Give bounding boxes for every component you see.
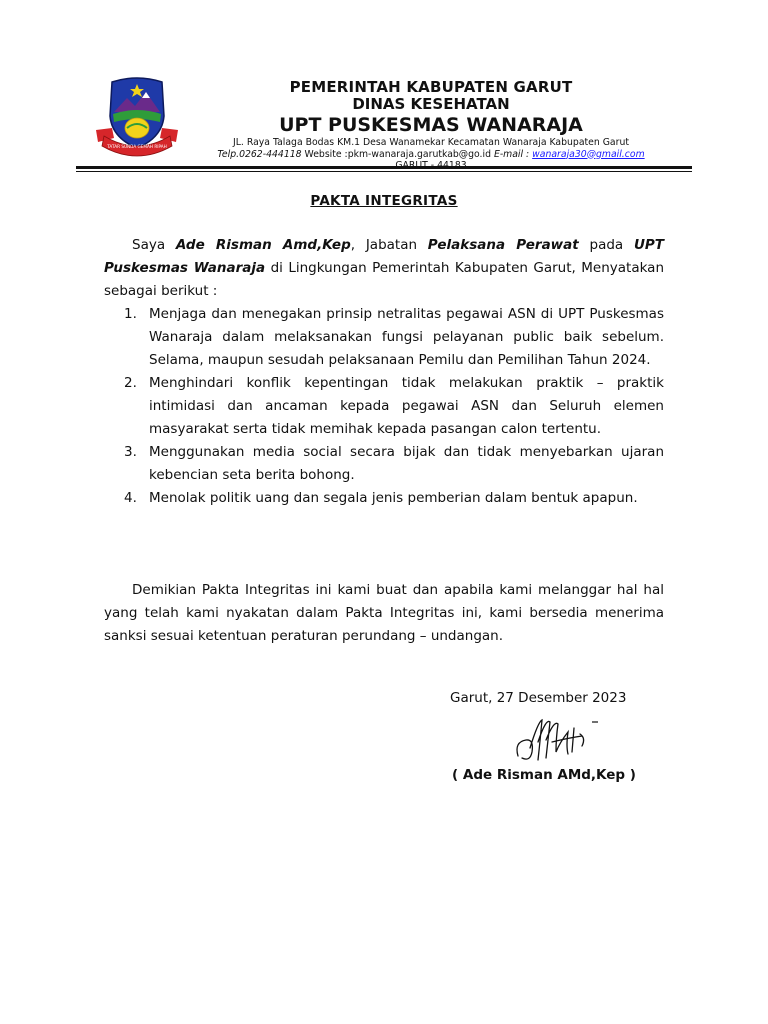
handwritten-signature [512,712,604,770]
list-item-number: 4. [124,490,137,506]
list-item-number: 3. [124,444,137,460]
list-item-text: Menolak politik uang dan segala jenis pemberian dalam bentuk apapun. [149,490,638,506]
signatory-position: Pelaksana Perawat [427,237,579,253]
signatory-unit: UPT Puskesmas Wanaraja [104,237,665,276]
list-item-text: Menjaga dan menegakan prinsip netralitas pegawai ASN di UPT Puskesmas Wanaraja dalam melaksanakan fungsi pelayanan public baik sebelum. Selama, maupun sesudah pelaksanaan Pemilu dan Pemilihan Tahun 2024. [149,306,664,368]
intro-pada: pada [589,237,624,253]
header-divider-thin [76,171,692,172]
email-label: E-mail : [493,148,530,160]
document-title: PAKTA INTEGRITAS [310,193,458,209]
contact-line [190,149,672,161]
government-name: PEMERINTAH KABUPATEN GARUT [289,78,573,96]
list-item [104,487,664,510]
closing-paragraph: Demikian Pakta Integritas ini kami buat dan apabila kami melanggar hal hal yang telah kami nyakatan dalam Pakta Integritas ini, kami bersedia menerima sanksi sesuai ketentuan peraturan perundang – undangan. [104,582,664,644]
intro-saya: Saya [132,237,166,253]
website-text: Website :pkm-wanaraja.garutkab@go.id [304,148,491,160]
list-item-number: 2. [124,375,137,391]
list-item [104,441,664,487]
signatory-name: Ade Risman Amd,Kep [175,237,351,253]
institution-name: UPT PUSKESMAS WANARAJA [279,114,583,136]
phone-text: Telp.0262-444118 [217,148,302,160]
signing-date: Garut, 27 Desember 2023 [450,690,627,706]
intro-paragraph [104,234,664,303]
header-divider-thick [76,166,692,169]
garut-regency-logo [94,76,180,158]
signer-name: ( Ade Risman AMd,Kep ) [452,767,636,783]
intro-rest: di Lingkungan Pemerintah Kabupaten Garut, Menyatakan sebagai berikut : [104,260,664,299]
letterhead [190,78,672,171]
list-item-text: Menggunakan media social secara bijak dan tidak menyebarkan ujaran kebencian seta berita bohong. [149,444,664,483]
integrity-items-list [104,303,664,510]
email-link[interactable]: wanaraja30@gmail.com [532,148,645,160]
list-item [104,303,664,372]
address-line: JL. Raya Talaga Bodas KM.1 Desa Wanamekar Kecamatan Wanaraja Kabupaten Garut [233,137,629,148]
list-item [104,372,664,441]
logo-motto: TATAR SUNDA GEMAH RIPAH [107,144,167,149]
intro-jabatan: Jabatan [365,237,418,253]
list-item-text: Menghindari konflik kepentingan tidak melakukan praktik – praktik intimidasi dan ancaman kepada pegawai ASN dan Seluruh elemen masyarakat serta tidak memihak kepada pasangan calon tertentu. [149,375,664,437]
intro-comma: , [350,237,356,253]
department-name: DINAS KESEHATAN [352,95,510,113]
list-item-number: 1. [124,306,137,322]
